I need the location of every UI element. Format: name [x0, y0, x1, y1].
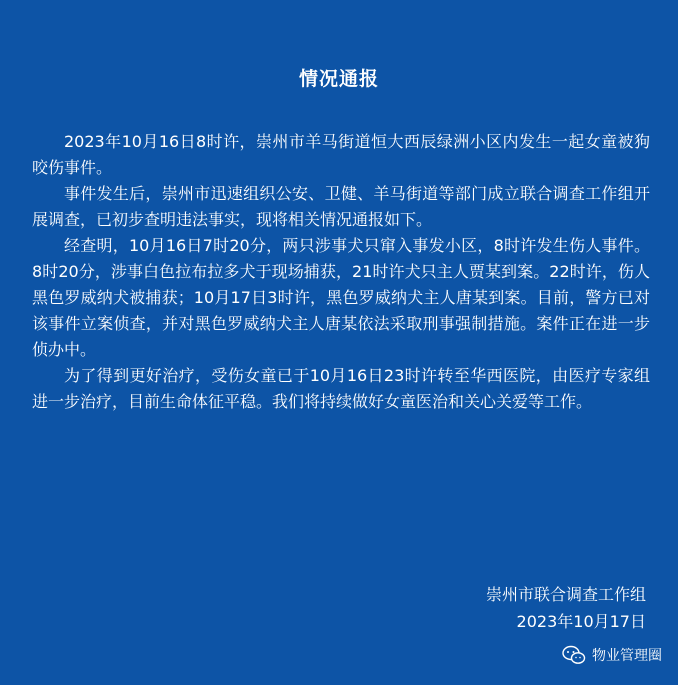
watermark-label: 物业管理圈: [592, 648, 662, 664]
signature-block: [486, 581, 646, 635]
paragraph-response: 事件发生后，崇州市迅速组织公安、卫健、羊马街道等部门成立联合调查工作组开展调查，已初步查明违法事实，现将相关情况通报如下。: [32, 184, 650, 229]
wechat-icon: [562, 645, 586, 665]
paragraph-investigation: 经查明，10月16日7时20分，两只涉事犬只窜入事发小区，8时许发生伤人事件。8时20分，涉事白色拉布拉多犬于现场捕获，21时许犬只主人贾某到案。22时许，伤人黑色罗威纳犬被捕获；10月17日3时许，黑色罗威纳犬主人唐某到案。目前，警方已对该事件立案侦查，并对黑色罗威纳犬主人唐某依法采取刑事强制措施。案件正在进一步侦办中。: [32, 236, 650, 359]
paragraph-incident: 2023年10月16日8时许，崇州市羊马街道恒大西辰绿洲小区内发生一起女童被狗咬伤事件。: [32, 132, 650, 177]
notice-body: [32, 129, 650, 415]
paragraph-treatment: 为了得到更好治疗，受伤女童已于10月16日23时许转至华西医院，由医疗专家组进一步治疗，目前生命体征平稳。我们将持续做好女童医治和关心关爱等工作。: [32, 366, 650, 411]
issue-date: 2023年10月17日: [516, 612, 646, 631]
watermark: [562, 645, 662, 665]
issuer-name: 崇州市联合调查工作组: [485, 585, 646, 604]
notice-title: 情况通报: [298, 68, 379, 90]
